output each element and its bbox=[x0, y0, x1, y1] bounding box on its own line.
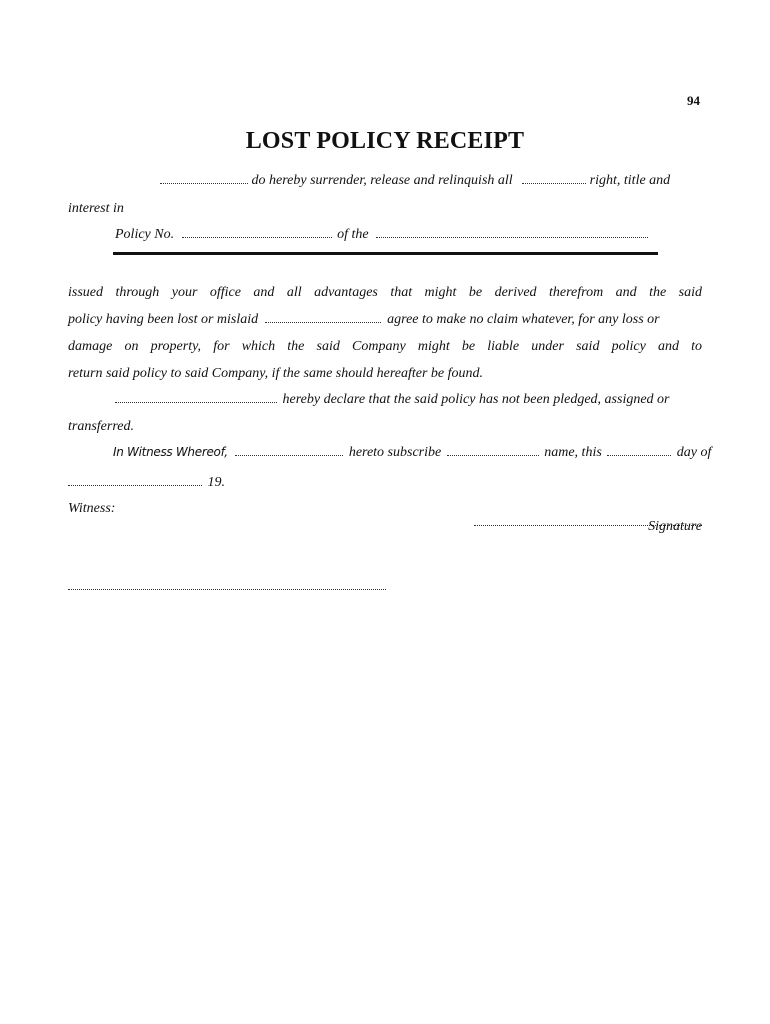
declare-text: hereby declare that the said policy has not been pledged, assigned or bbox=[282, 392, 670, 407]
mislaid-text: policy having been lost or mislaid bbox=[68, 312, 259, 327]
in-witness-whereof-text: In Witness Whereof, bbox=[113, 445, 228, 459]
day-of-text: day of bbox=[676, 445, 712, 460]
document-title: LOST POLICY RECEIPT bbox=[245, 128, 525, 154]
transferred-text: transferred. bbox=[68, 419, 134, 434]
paragraph-line-2 bbox=[68, 312, 702, 328]
paragraph-line-3: damage on property, for which the said Company might be liable under said policy and to bbox=[68, 339, 702, 354]
of-the-label: of the bbox=[337, 227, 369, 242]
blank-mislaid-party[interactable] bbox=[265, 321, 381, 323]
interest-in-text: interest in bbox=[68, 201, 124, 216]
blank-witness[interactable] bbox=[68, 588, 386, 590]
blank-declarant[interactable] bbox=[115, 401, 277, 403]
blank-day[interactable] bbox=[607, 454, 671, 456]
name-this-text: name, this bbox=[544, 445, 602, 460]
declare-line bbox=[115, 392, 670, 408]
paragraph-line-1: issued through your office and all advantages that might be derived therefrom and the said bbox=[68, 285, 702, 300]
witness-signature-line[interactable] bbox=[68, 577, 386, 595]
date-line bbox=[68, 475, 225, 491]
blank-subscriber[interactable] bbox=[235, 454, 343, 456]
blank-month[interactable] bbox=[68, 484, 202, 486]
blank-grantor[interactable] bbox=[160, 182, 248, 184]
policy-no-label: Policy No. bbox=[115, 227, 175, 242]
blank-share[interactable] bbox=[522, 182, 586, 184]
witness-whereof-line bbox=[113, 445, 711, 461]
witness-label: Witness: bbox=[68, 501, 116, 516]
page-number: 94 bbox=[687, 93, 700, 108]
policy-line bbox=[115, 227, 648, 243]
divider-rule bbox=[113, 252, 658, 255]
signature-label: Signature bbox=[648, 519, 702, 534]
surrender-text: do hereby surrender, release and relinquish all bbox=[251, 173, 513, 188]
no-claim-text: agree to make no claim whatever, for any loss or bbox=[387, 312, 660, 327]
blank-company[interactable] bbox=[376, 236, 648, 238]
hereto-subscribe-text: hereto subscribe bbox=[348, 445, 442, 460]
paragraph-line-4: return said policy to said Company, if the same should hereafter be found. bbox=[68, 366, 484, 381]
year-text: 19. bbox=[207, 475, 225, 490]
right-title-text: right, title and bbox=[589, 173, 671, 188]
surrender-line bbox=[160, 173, 670, 189]
blank-policy-number[interactable] bbox=[182, 236, 332, 238]
blank-name[interactable] bbox=[447, 454, 539, 456]
